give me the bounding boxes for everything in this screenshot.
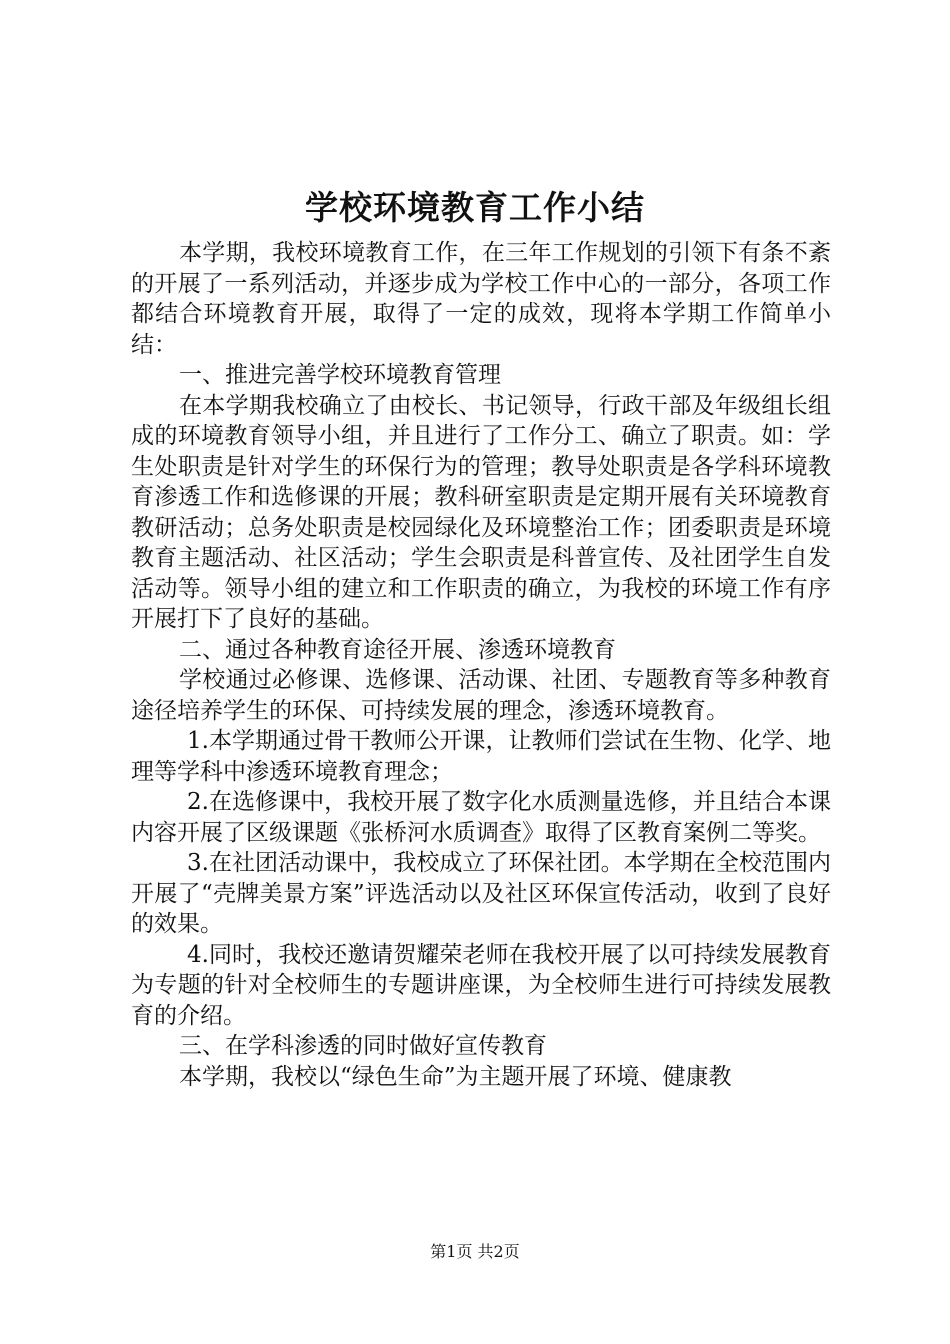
numbered-item: 3.在社团活动课中，我校成立了环保社团。本学期在全校范围内开展了“壳牌美景方案”评选活动以及社区环保宣传活动，收到了良好的效果。: [131, 850, 831, 937]
document-title: 学校环境教育工作小结: [305, 188, 645, 227]
body-paragraph: 本学期，我校以“绿色生命”为主题开展了环境、健康教: [179, 1063, 732, 1090]
intro-paragraph: 本学期，我校环境教育工作，在三年工作规划的引领下有条不紊的开展了一系列活动，并逐步成为学校工作中心的一部分，各项工作都结合环境教育开展，取得了一定的成效，现将本学期工作简单小结：: [131, 240, 831, 358]
numbered-item: 1.本学期通过骨干教师公开课，让教师们尝试在生物、化学、地理等学科中渗透环境教育理念；: [131, 728, 831, 785]
body-paragraph: 学校通过必修课、选修课、活动课、社团、专题教育等多种教育途径培养学生的环保、可持续发展的理念，渗透环境教育。: [131, 667, 831, 724]
body-paragraph: 在本学期我校确立了由校长、书记领导，行政干部及年级组长组成的环境教育领导小组，并且进行了工作分工、确立了职责。如：学生处职责是针对学生的环保行为的管理；教导处职责是各学科环境教育渗透工作和选修课的开展；教科研室职责是定期开展有关环境教育教研活动；总务处职责是校园绿化及环境整治工作；团委职责是环境教育主题活动、社区活动；学生会职责是科普宣传、及社团学生自发活动等。领导小组的建立和工作职责的确立，为我校的环境工作有序开展打下了良好的基础。: [131, 392, 831, 632]
numbered-item: 2.在选修课中，我校开展了数字化水质测量选修，并且结合本课内容开展了区级课题《张桥河水质调查》取得了区教育案例二等奖。: [131, 789, 831, 846]
section-heading: 一、推进完善学校环境教育管理: [179, 362, 501, 388]
section-heading: 三、在学科渗透的同时做好宣传教育: [179, 1033, 547, 1059]
numbered-item: 4.同时，我校还邀请贺耀荣老师在我校开展了以可持续发展教育为专题的针对全校师生的专题讲座课，为全校师生进行可持续发展教育的介绍。: [131, 941, 831, 1029]
document-body: [131, 238, 831, 1092]
section-heading: 二、通过各种教育途径开展、渗透环境教育: [179, 636, 616, 663]
page-footer: 第1页 共2页: [430, 1242, 520, 1261]
